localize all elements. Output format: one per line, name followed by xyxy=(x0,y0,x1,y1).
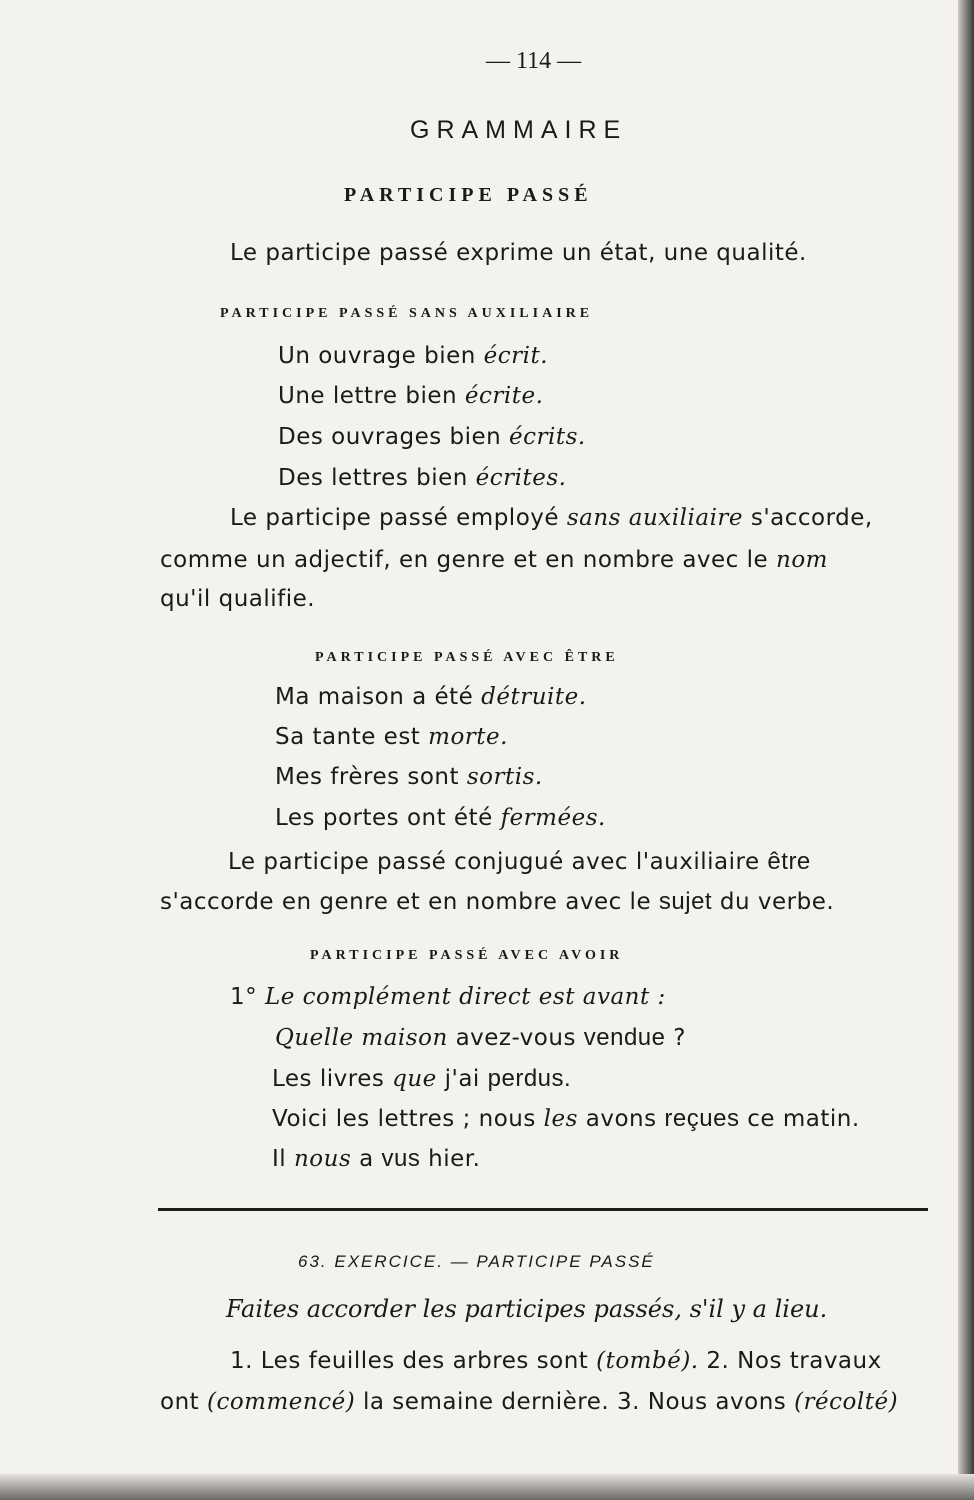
rule-line: Le participe passé conjugué avec l'auxiliaire être xyxy=(228,848,811,875)
heading-avec-avoir: PARTICIPE PASSÉ AVEC AVOIR xyxy=(310,948,624,963)
rule-line: Le participe passé employé sans auxiliaire s'accorde, xyxy=(230,505,873,531)
example-line: Voici les lettres ; nous les avons reçues ce matin. xyxy=(272,1105,860,1132)
page-number: — 114 — xyxy=(486,48,582,74)
intro-sentence: Le participe passé exprime un état, une qualité. xyxy=(230,240,807,266)
exercise-heading: 63. EXERCICE. — PARTICIPE PASSÉ xyxy=(298,1252,655,1271)
point-line: 1° Le complément direct est avant : xyxy=(230,984,666,1010)
example-line: Des lettres bien écrites. xyxy=(278,465,567,491)
exercise-instruction: Faites accorder les participes passés, s'il y a lieu. xyxy=(226,1295,828,1323)
example-line: Les livres que j'ai perdus. xyxy=(272,1065,572,1092)
page-bottom-shadow xyxy=(0,1474,974,1500)
heading-avec-etre: PARTICIPE PASSÉ AVEC ÊTRE xyxy=(315,650,619,665)
example-line: Un ouvrage bien écrit. xyxy=(278,343,549,369)
example-line: Des ouvrages bien écrits. xyxy=(278,424,586,450)
example-line: Ma maison a été détruite. xyxy=(275,684,587,710)
rule-line: s'accorde en genre et en nombre avec le sujet du verbe. xyxy=(160,888,835,915)
horizontal-divider xyxy=(158,1208,928,1211)
heading-sans-auxiliaire: PARTICIPE PASSÉ SANS AUXILIAIRE xyxy=(220,306,594,321)
example-line: Mes frères sont sortis. xyxy=(275,764,543,790)
rule-line: comme un adjectif, en genre et en nombre avec le nom xyxy=(160,547,828,573)
example-line: Les portes ont été fermées. xyxy=(275,805,606,831)
example-line: Une lettre bien écrite. xyxy=(278,383,544,409)
example-line: Quelle maison avez-vous vendue ? xyxy=(275,1024,687,1051)
exercise-line: ont (commencé) la semaine dernière. 3. Nous avons (récolté) xyxy=(160,1389,899,1415)
section-title: PARTICIPE PASSÉ xyxy=(344,184,593,206)
exercise-line: 1. Les feuilles des arbres sont (tombé). 2. Nos travaux xyxy=(230,1348,882,1374)
example-line: Il nous a vus hier. xyxy=(272,1145,481,1172)
page-edge-shadow xyxy=(958,0,974,1500)
example-line: Sa tante est morte. xyxy=(275,724,508,750)
chapter-title: GRAMMAIRE xyxy=(410,116,628,144)
rule-line: qu'il qualifie. xyxy=(160,586,316,612)
